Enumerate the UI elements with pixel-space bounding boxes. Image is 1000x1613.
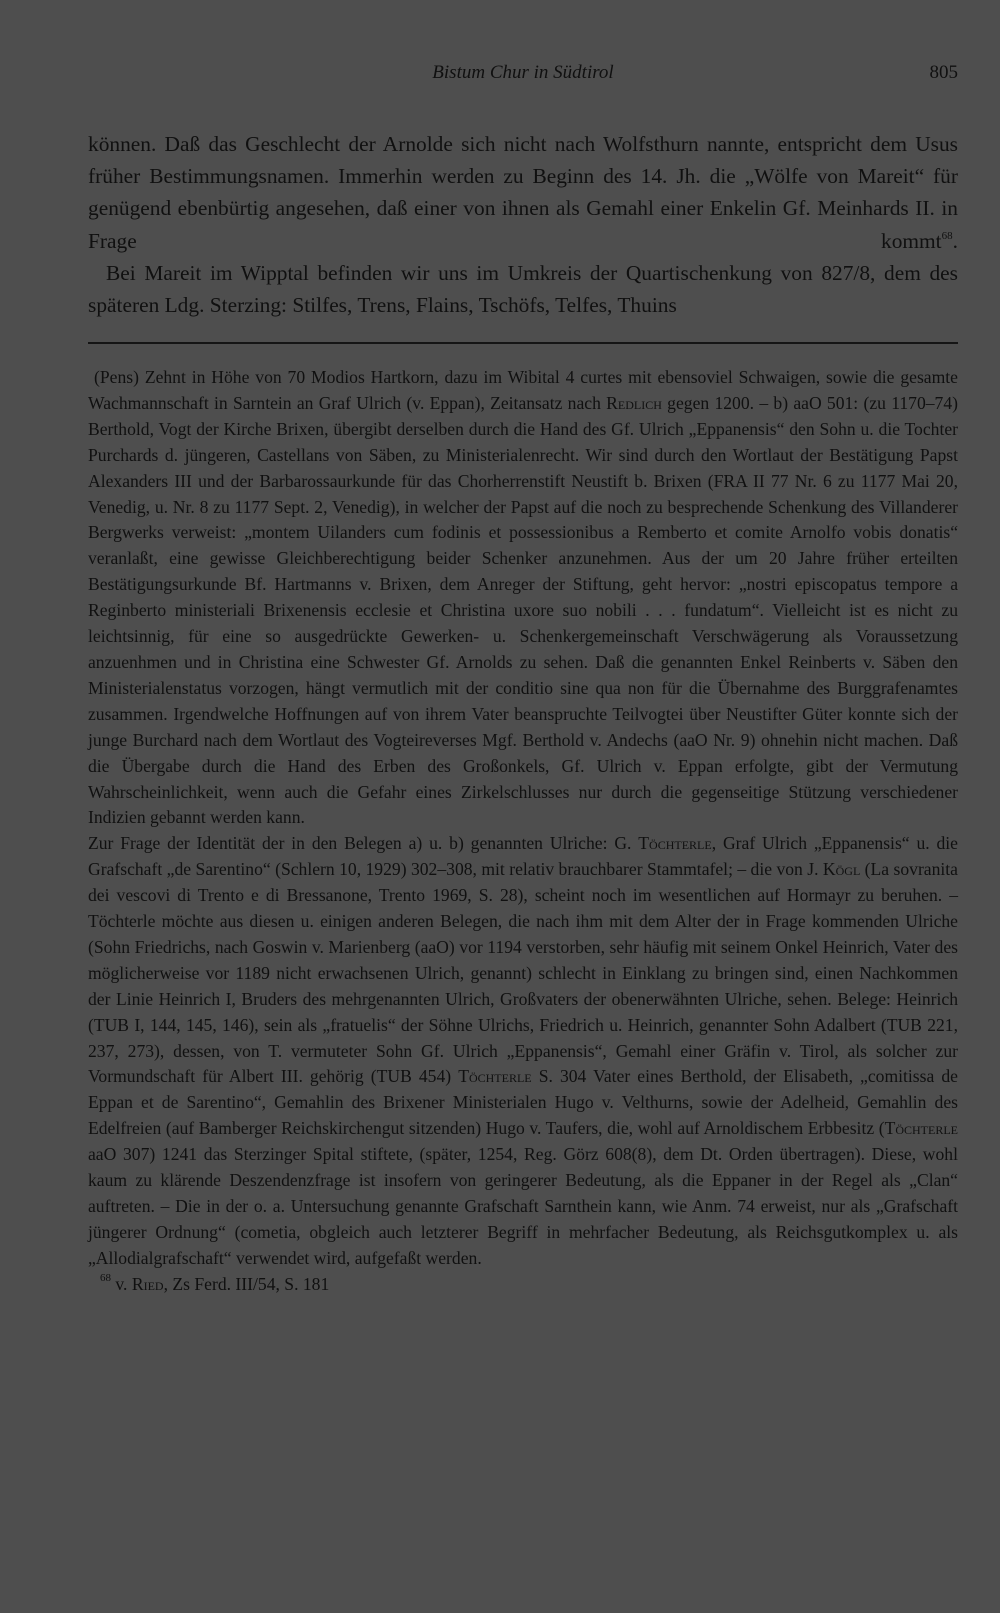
footnote-68-marker: 68 xyxy=(100,1271,111,1284)
footnote-continuation xyxy=(88,365,958,831)
footnote-text: Zur Frage der Identität der in den Belegen a) u. b) genannten Ulriche: G. xyxy=(88,833,639,854)
footnote-text: aaO 307) 1241 das Sterzinger Spital stiftete, (später, 1254, Reg. Görz 608(8), dem Dt. Orden übertragen). Diese, wohl kaum zu klärende Deszendenzfrage ist insofern von geringerer Bedeutung, als die Eppaner in der Regel als „Clan“ auftreten. – Die in der o. a. Untersuchung genannte Grafschaft Sarnthein kann, wie Anm. 74 erweist, nur als „Grafschaft jüngerer Ordnung“ (cometia, obgleich auch letzterer Begriff in mehrfacher Bedeutung, als Reichsgutkomplex u. als „Allodialgrafschaft“ verwendet wird, aufgefaßt werden. xyxy=(88,1144,958,1268)
footnote-text: v. xyxy=(111,1273,132,1294)
footnote-text: S. 304 Vater eines Berthold, der Elisabeth, „comitissa de Eppan et de Sarentino“, Gemahlin des Brixener Ministerialen Hugo v. Velthurns, sowie der Adelheid, Gemahlin des Edelfreien (auf Bamberger Reichskirchengut sitzenden) Hugo v. Taufers, die, wohl auf Arnoldischem Erbbesitz ( xyxy=(88,1066,958,1139)
author-name-small-caps: Töchterle xyxy=(638,833,712,854)
author-name-small-caps: Redlich xyxy=(606,392,662,413)
author-name-small-caps: Töchterle xyxy=(884,1118,958,1139)
footnotes xyxy=(88,365,958,1298)
main-paragraph-2: Bei Mareit im Wipptal befinden wir uns im Umkreis der Quartischenkung von 827/8, dem des späteren Ldg. Sterzing: Stilfes, Trens, Flains, Tschöfs, Telfes, Thuins xyxy=(88,260,958,318)
footnote-text: (La sovranita dei vescovi di Trento e di Bressanone, Trento 1969, S. 28), scheint noch im wesentlichen auf Hormayr zu beruhen. – Töchterle möchte aus diesen u. einigen anderen Belegen, die nach ihm mit dem Alter der in Frage kommenden Ulriche (Sohn Friedrichs, nach Goswin v. Marienberg (aaO) vor 1194 verstorben, sehr häufig mit seinem Onkel Heinrich, Vater des möglicherweise vor 1189 nicht erwachsenen Ulrich, genannt) schlecht in Einklang zu bringen sind, einen Nachkommen der Linie Heinrich I, Bruders des mehrgenannten Ulrich, Großvaters der obenerwähnten Ulriche, sehen. Belege: Heinrich (TUB I, 144, 145, 146), sein als „fratuelis“ der Söhne Ulrichs, Friedrich u. Heinrich, genannter Sohn Adalbert (TUB 221, 237, 273), dessen, von T. vermuteter Sohn Gf. Ulrich „Eppanensis“, Gemahl einer Gräfin v. Tirol, als solcher zur Vormundschaft für Albert III. gehörig (TUB 454) xyxy=(88,859,958,1087)
footnote-text: (Pens) Zehnt in Höhe von 70 Modios Hartkorn, dazu im Wibital 4 curtes mit ebensoviel Schwaigen, sowie die gesamte Wachmannschaft in Sarntein an Graf Ulrich (v. Eppan), Zeitansatz nach xyxy=(88,367,958,413)
author-name-small-caps: Ried xyxy=(131,1273,164,1294)
footnote-text: , Graf Ulrich „Eppanensis“ u. die Grafschaft „de Sarentino“ (Schlern 10, 1929) 302–308, mit relativ brauchbarer Stammtafel; – die von J. xyxy=(88,833,958,880)
running-head xyxy=(88,62,958,92)
footnote-text: gegen 1200. – b) aaO 501: (zu 1170–74) Berthold, Vogt der Kirche Brixen, übergibt derselben durch die Hand des Gf. Ulrich „Eppanensis“ den Sohn u. die Tochter Purchards d. jüngeren, Castellans von Säben, zu Ministerialenrecht. Wir sind durch den Wortlaut der Bestätigung Papst Alexanders III und der Barbarossaurkunde für das Chorherrenstift Neustift b. Brixen (FRA II 77 Nr. 6 zu 1177 Mai 20, Venedig, u. Nr. 8 zu 1177 Sept. 2, Venedig), in welcher der Papst auf die noch zu besprechende Schenkung des Villanderer Bergwerks verweist: „montem Uilanders cum fodinis et possessionibus a Remberto et comite Arnolfo vobis donatis“ veranlaßt, eine gewisse Gleichberechtigung beider Schenker anzunehmen. Aus der um 20 Jahre früher erteilten Bestätigungsurkunde Bf. Hartmanns v. Brixen, dem Anreger der Stiftung, geht hervor: „nostri episcopatus tempore a Reginberto ministeriali Brixenensis ecclesie et Christina uxore suo nobili . . . fundatum“. Vielleicht ist es nicht zu leichtsinnig, für eine so ausgedrückte Gewerken- u. Schenkergemeinschaft Verschwägerung als Voraussetzung anzuenhmen und in Christina eine Schwester Gf. Arnolds zu sehen. Daß die genannten Enkel Reinberts v. Säben den Ministerialenstatus vorzogen, hängt vermutlich mit der conditio sine qua non für die Übernahme des Burggrafenamtes zusammen. Irgendwelche Hoffnungen auf von ihrem Vater beanspruchte Teilvogtei über Neustifter Güter konnte sich der junge Burchard nach dem Wortlaut des Vogteireverses Mgf. Berthold v. Andechs (aaO Nr. 9) ohnehin nicht machen. Daß die Übergabe durch die Hand des Erben des Großonkels, Gf. Ulrich v. Eppan erfolgte, gibt der Vermutung Wahrscheinlichkeit, wenn auch die Gefahr eines Zirkelschlusses nur durch die gegenseitige Stützung verschiedener Indizien gebannt werden kann. xyxy=(88,392,958,828)
main-paragraph-1-end: . xyxy=(952,228,958,253)
page-number: 805 xyxy=(929,62,958,83)
author-name-small-caps: Töchterle xyxy=(458,1066,532,1087)
footnote-68 xyxy=(88,1272,958,1298)
author-name-small-caps: Kögl xyxy=(822,859,861,880)
footnote-separator-rule xyxy=(88,342,958,344)
footnote-ref-68: 68 xyxy=(941,229,953,242)
main-paragraph-1-text: können. Daß das Geschlecht der Arnolde sich nicht nach Wolfsthurn nannte, entspricht dem Usus früher Bestimmungsnamen. Immerhin werden zu Beginn des 14. Jh. die „Wölfe von Mareit“ für genügend ebenbürtig angesehen, daß einer von ihnen als Gemahl einer Enkelin Gf. Meinhards II. in Frage kommt xyxy=(88,132,958,253)
main-paragraph-1 xyxy=(88,128,958,257)
footnote-text: , Zs Ferd. III/54, S. 181 xyxy=(163,1273,330,1294)
main-text xyxy=(88,128,958,321)
footnote-paragraph-ulriche xyxy=(88,831,958,1271)
running-title: Bistum Chur in Südtirol xyxy=(432,62,614,83)
